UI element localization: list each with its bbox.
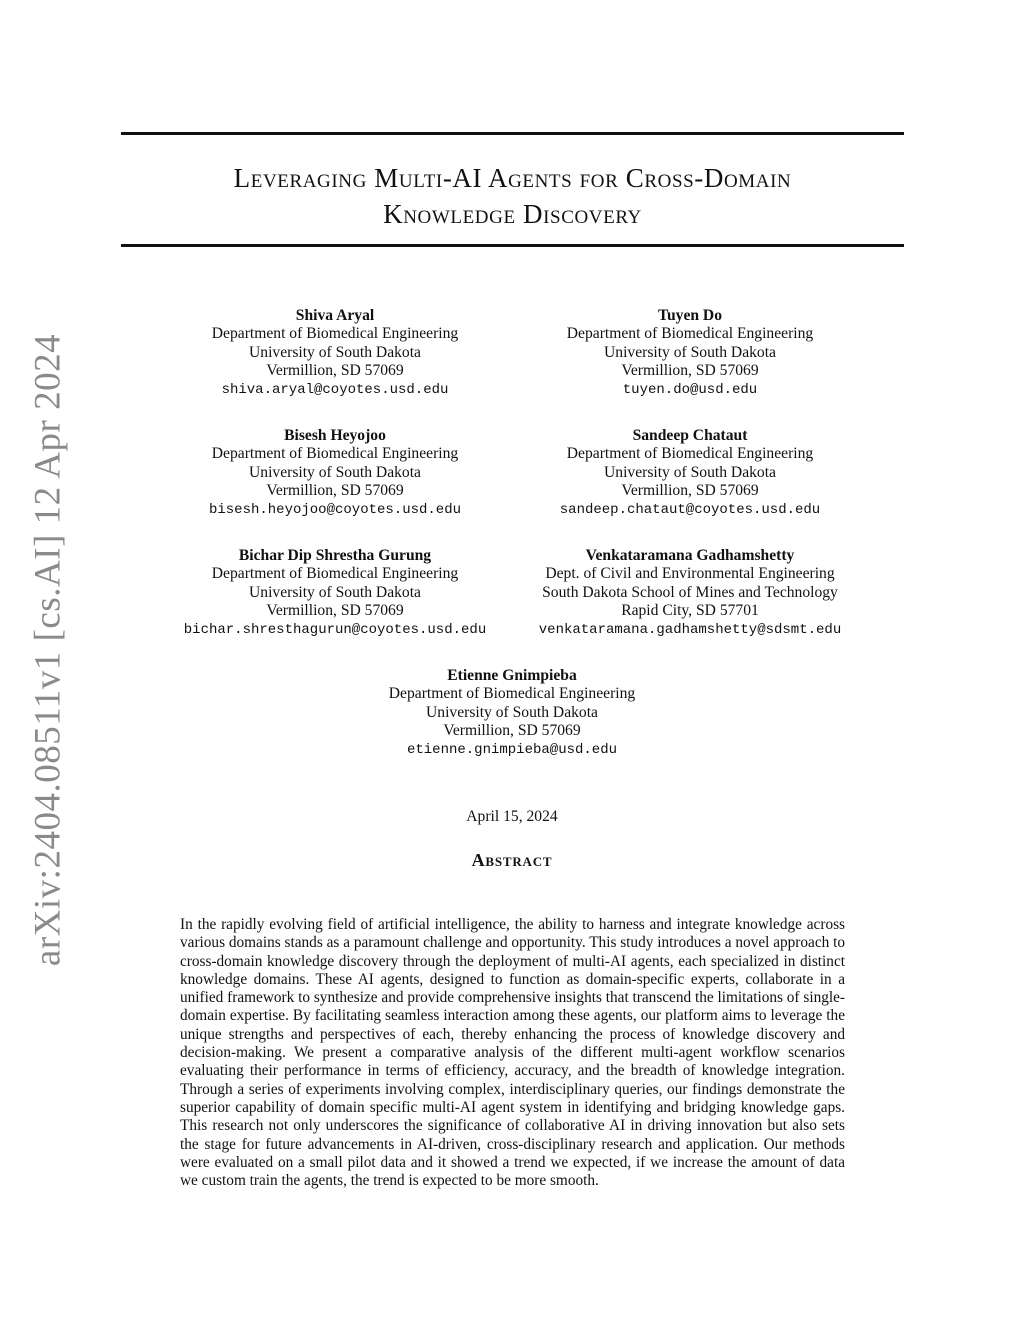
author-name: Venkataramana Gadhamshetty <box>585 547 795 564</box>
author-university: University of South Dakota <box>249 583 421 601</box>
author-city: Vermillion, SD 57069 <box>443 722 581 740</box>
author-city: Vermillion, SD 57069 <box>621 362 759 380</box>
author-name: Bichar Dip Shrestha Gurung <box>238 547 432 564</box>
author-block <box>150 307 520 399</box>
title-line-2: Knowledge Discovery <box>383 199 642 229</box>
author-name: Shiva Aryal <box>295 307 375 324</box>
author-email[interactable]: sandeep.chataut@coyotes.usd.edu <box>559 501 821 518</box>
title-bottom-rule <box>121 244 904 247</box>
author-university: University of South Dakota <box>249 463 421 481</box>
author-department: Department of Biomedical Engineering <box>211 445 459 463</box>
title-top-rule <box>121 132 904 135</box>
author-department: Dept. of Civil and Environmental Engineering <box>545 565 835 583</box>
author-department: Department of Biomedical Engineering <box>211 565 459 583</box>
author-university: University of South Dakota <box>249 343 421 361</box>
title-line-1: Leveraging Multi-AI Agents for Cross-Domain <box>233 163 792 193</box>
author-email[interactable]: etienne.gnimpieba@usd.edu <box>406 741 618 758</box>
author-department: Department of Biomedical Engineering <box>211 325 459 343</box>
author-email[interactable]: bisesh.heyojoo@coyotes.usd.edu <box>208 501 462 518</box>
author-city: Vermillion, SD 57069 <box>621 482 759 500</box>
abstract-text: In the rapidly evolving field of artificial intelligence, the ability to harness and integrate knowledge across various domains stands as a paramount challenge and opportunity. This study introduces a novel approach to cross-domain knowledge discovery through the deployment of multi-AI agents, each specialized in distinct knowledge domains. These AI agents, designed to function as domain-specific experts, collaborate in a unified framework to synthesize and provide comprehensive insights that transcend the limitations of single-domain expertise. By facilitating seamless interaction among these agents, our platform aims to leverage the unique strengths and perspectives of each, thereby enhancing the process of knowledge discovery and decision-making. We present a comparative analysis of the different multi-agent workflow scenarios evaluating their performance in terms of efficiency, accuracy, and the breadth of knowledge integration. Through a series of experiments involving complex, interdisciplinary queries, our findings demonstrate the superior capability of domain specific multi-AI agent system in identifying and bridging knowledge gaps. This research not only underscores the significance of collaborative AI in driving innovation but also sets the stage for future advancements in AI-driven, cross-disciplinary research and application. Our methods were evaluated on a small pilot data and it showed a trend we expected, if we increase the amount of data we custom train the agents, the trend is expected to be more smooth. <box>180 916 845 1190</box>
author-name: Etienne Gnimpieba <box>447 667 577 684</box>
author-department: Department of Biomedical Engineering <box>388 685 636 703</box>
author-university: University of South Dakota <box>604 343 776 361</box>
author-name: Sandeep Chataut <box>632 427 748 444</box>
author-email[interactable]: shiva.aryal@coyotes.usd.edu <box>221 381 449 398</box>
abstract-heading: Abstract <box>471 850 553 870</box>
author-email[interactable]: tuyen.do@usd.edu <box>622 381 758 398</box>
author-block <box>312 667 712 759</box>
author-department: Department of Biomedical Engineering <box>566 445 814 463</box>
author-block <box>150 427 520 519</box>
author-university: University of South Dakota <box>604 463 776 481</box>
author-department: Department of Biomedical Engineering <box>566 325 814 343</box>
paper-title <box>121 160 904 232</box>
author-block <box>150 547 520 639</box>
arxiv-identifier[interactable]: arXiv:2404.08511v1 [cs.AI] 12 Apr 2024 <box>27 333 69 967</box>
author-block <box>505 307 875 399</box>
author-email[interactable]: bichar.shresthagurun@coyotes.usd.edu <box>183 621 487 638</box>
author-city: Rapid City, SD 57701 <box>621 602 759 620</box>
author-city: Vermillion, SD 57069 <box>266 482 404 500</box>
author-email[interactable]: venkataramana.gadhamshetty@sdsmt.edu <box>538 621 842 638</box>
publication-date: April 15, 2024 <box>466 808 558 825</box>
author-city: Vermillion, SD 57069 <box>266 602 404 620</box>
author-name: Tuyen Do <box>658 307 722 324</box>
author-university: University of South Dakota <box>426 703 598 721</box>
author-university: South Dakota School of Mines and Technology <box>542 583 838 601</box>
author-name: Bisesh Heyojoo <box>284 427 386 444</box>
author-block <box>505 547 875 639</box>
author-block <box>505 427 875 519</box>
author-city: Vermillion, SD 57069 <box>266 362 404 380</box>
